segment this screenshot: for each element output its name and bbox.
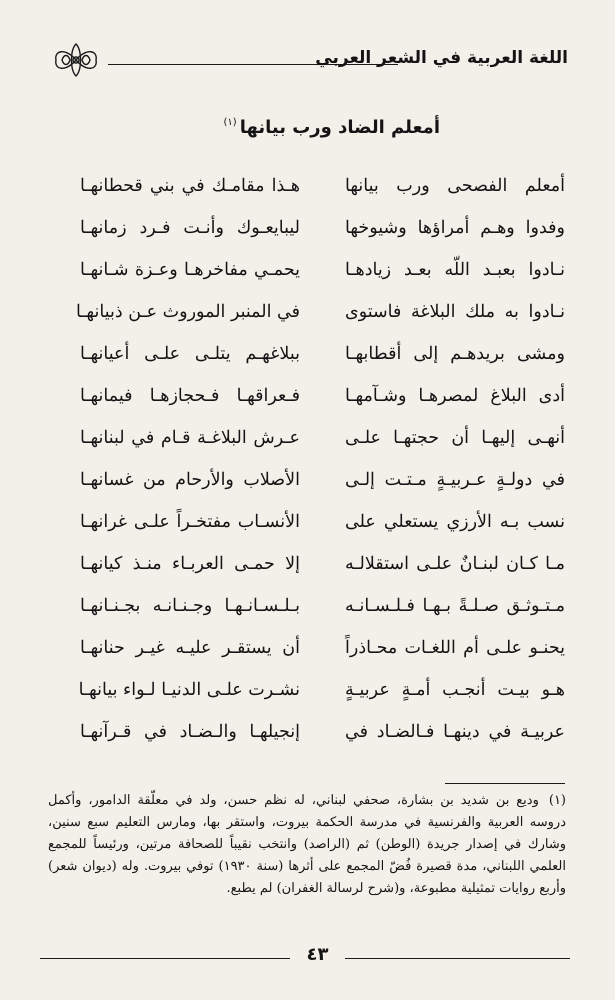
page-number: ٤٣ bbox=[306, 944, 329, 965]
verse-second-hemistich: ليبايعـوك وأنـت فـرد زمانهـا bbox=[80, 218, 300, 238]
verse-first-hemistich: أمعلم الفصحى ورب بيانها bbox=[345, 176, 565, 196]
verse-first-hemistich: نسب بـه الأرزي يستعلي على bbox=[345, 512, 565, 532]
verse-second-hemistich: يحمـي مفاخرهـا وعـزة شـانهـا bbox=[80, 260, 300, 280]
verse-row bbox=[80, 592, 565, 634]
verse-row bbox=[80, 382, 565, 424]
verse-second-hemistich: الأنسـاب مفتخـراً علـى غرانهـا bbox=[80, 512, 300, 532]
verse-first-hemistich: في دولـةٍ عـربيـةٍ مـتـت إلـى bbox=[345, 470, 565, 490]
verse-first-hemistich: أدى البلاغ لمصرهـا وشـآمهـا bbox=[345, 386, 565, 406]
verse-second-hemistich: ببلاغهـم يتلـى علـى أعيانهـا bbox=[80, 344, 300, 364]
footnote-rule bbox=[445, 783, 565, 784]
verse-row bbox=[80, 256, 565, 298]
verse-row bbox=[80, 508, 565, 550]
poem-title bbox=[224, 117, 441, 138]
running-title: اللغة العربية في الشعر العربي bbox=[315, 48, 568, 68]
verse-first-hemistich: مـا كـان لبنـانٌ علـى استقلالـه bbox=[345, 554, 565, 574]
footnote bbox=[48, 790, 566, 900]
verse-second-hemistich: إلا حمـى العربـاء منـذ كيانهـا bbox=[80, 554, 300, 574]
verse-row bbox=[80, 172, 565, 214]
verse-second-hemistich: بـلـسـانـهـا وجـنـانـه بجـنـانهـا bbox=[80, 596, 300, 616]
page-number-rule-right bbox=[345, 958, 570, 959]
verse-first-hemistich: يحنـو علـى أم اللغـات محـاذراً bbox=[345, 638, 565, 658]
verse-second-hemistich: الأصلاب والأرحام من غسانهـا bbox=[80, 470, 300, 490]
verse-second-hemistich: في المنبر الموروث عـن ذبيانهـا bbox=[75, 302, 300, 322]
footnote-mark: (١) bbox=[548, 793, 566, 808]
verse-row bbox=[80, 424, 565, 466]
footnote-reference: (١) bbox=[223, 117, 237, 128]
verse-second-hemistich: إنجيلهـا والـضـاد في قـرآنهـا bbox=[80, 722, 300, 742]
poem-verses bbox=[75, 172, 565, 760]
verse-second-hemistich: هـذا مقامـك في بني قحطانهـا bbox=[80, 176, 300, 196]
verse-row bbox=[80, 676, 565, 718]
verse-second-hemistich: فـعراقهـا فـحجازهـا فيمانهـا bbox=[80, 386, 300, 406]
verse-row bbox=[75, 298, 565, 340]
page-number-rule-left bbox=[40, 958, 290, 959]
verse-row bbox=[80, 550, 565, 592]
verse-first-hemistich: نـادوا بعبـد اللّه بعـد زيادهـا bbox=[345, 260, 565, 280]
verse-first-hemistich: نـادوا به ملك البلاغة فاستوى bbox=[345, 302, 565, 322]
verse-second-hemistich: أن يستقـر عليـه غيـر حنانهـا bbox=[80, 638, 300, 658]
verse-second-hemistich: نشـرت علـى الدنيـا لـواء بيانهـا bbox=[78, 680, 300, 700]
footnote-text: وديع بن شديد بن بشارة، صحفي لبناني، له نظم حسن، ولد في معلّقة الدامور، وأكمل دروسه العربية والفرنسية في مدرسة الحكمة بيروت، واستقر بها، ومارس التعليم سبع سنين، وشارك في إصدار جريدة (الوطن) ثم (الراصد) وانتخب نقيباً للصحافة مرتين، ورئيساً للمجمع العلمي اللبناني، مدة قصيرة فُضّ المجمع على أثرها (سنة ١٩٣٠) توفي بيروت. وله (ديوان شعر) وأربع روايات تمثيلية مطبوعة، و(شرح لرسالة الغفران) لم يطبع. bbox=[48, 793, 567, 896]
verse-row bbox=[80, 718, 565, 760]
verse-first-hemistich: عربيـة في دينهـا فـالضـاد في bbox=[345, 722, 565, 742]
verse-row bbox=[80, 466, 565, 508]
verse-second-hemistich: عـرش البلاغـة قـام في لبنانهـا bbox=[80, 428, 300, 448]
verse-row bbox=[80, 214, 565, 256]
verse-first-hemistich: مـتـوثـق صـلـةً بـهـا فـلـسـانـه bbox=[345, 596, 565, 616]
floral-ornament-icon bbox=[48, 40, 104, 80]
verse-first-hemistich: وفدوا وهـم أمراؤها وشيوخها bbox=[345, 218, 565, 238]
poem-title-text: أمعلم الضاد ورب بيانها bbox=[239, 117, 440, 138]
verse-row bbox=[80, 340, 565, 382]
running-header bbox=[48, 40, 568, 80]
verse-first-hemistich: أنهـى إليهـا أن حجتهـا علـى bbox=[345, 428, 565, 448]
verse-first-hemistich: هـو بيـت أنجـب أمـةٍ عربيـةٍ bbox=[345, 680, 565, 700]
verse-row bbox=[80, 634, 565, 676]
verse-first-hemistich: ومشى بريدهـم إلى أقطابهـا bbox=[345, 344, 565, 364]
